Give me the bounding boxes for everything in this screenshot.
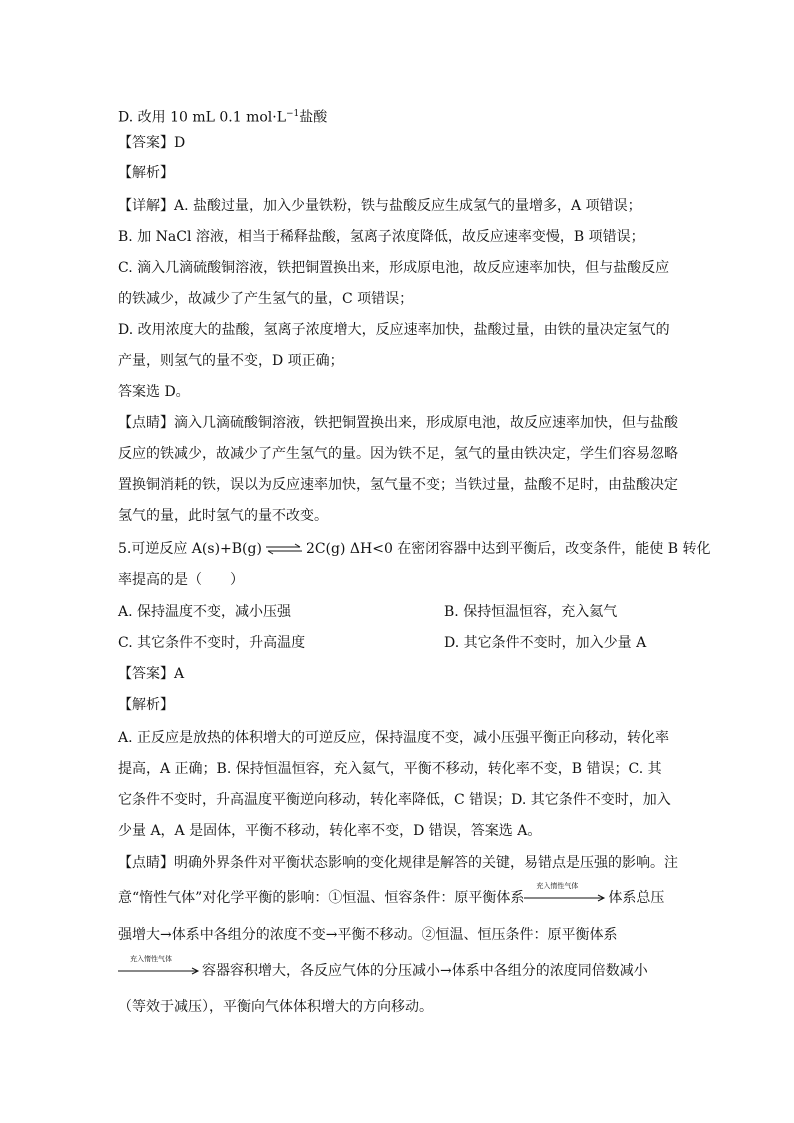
q5-stem-line1 xyxy=(118,539,711,559)
q4-detail-line: 的铁减少，故减少了产生氢气的量，C 项错误； xyxy=(118,291,414,307)
reaction-arrow xyxy=(118,955,200,977)
q4-tip-line: 反应的铁减少，故减少了产生氢气的量。因为铁不足，氢气的量由铁决定，学生们容易忽略 xyxy=(118,446,678,462)
equilibrium-arrow-icon xyxy=(264,543,304,555)
q5-analysis-line: 少量 A，A 是固体，平衡不移动，转化率不变，D 错误，答案选 A。 xyxy=(118,823,542,839)
q5-analysis-line: 提高，A 正确；B. 保持恒温恒容，充入氦气，平衡不移动，转化率不变，B 错误；C. 其 xyxy=(118,761,662,777)
q4-analysis-heading: 【解析】 xyxy=(118,165,174,181)
q5-analysis-line: A. 正反应是放热的体积增大的可逆反应，保持温度不变，减小压强平衡正向移动，转化率 xyxy=(118,730,670,746)
arrow-label: 充入惰性气体 xyxy=(130,955,172,963)
q4-tip-line: 置换铜消耗的铁，误以为反应速率加快，氢气量不变；当铁过量，盐酸不足时，由盐酸决定 xyxy=(118,477,678,493)
q4-detail-line: D. 改用浓度大的盐酸，氢离子浓度增大，反应速率加快，盐酸过量，由铁的量决定氢气的 xyxy=(118,322,670,338)
reaction-arrow xyxy=(524,882,606,904)
q4-detail-line: C. 滴入几滴硫酸铜溶液，铁把铜置换出来，形成原电池，故反应速率加快，但与盐酸反应 xyxy=(118,260,670,276)
q5-option-c: C. 其它条件不变时，升高温度 xyxy=(118,635,306,651)
q4-tip-line: 氢气的量，此时氢气的量不改变。 xyxy=(118,508,328,524)
q5-tip-line2-text: 意“惰性气体”对化学平衡的影响：①恒温、恒容条件：原平衡体系 xyxy=(118,890,525,906)
option-d-line xyxy=(118,104,327,128)
q5-option-b: B. 保持恒温恒容，充入氦气 xyxy=(444,604,618,620)
q5-analysis-line: 它条件不变时，升高温度平衡逆向移动，转化率降低，C 错误；D. 其它条件不变时，加入 xyxy=(118,792,671,808)
arrow-label: 充入惰性气体 xyxy=(536,882,579,890)
q5-option-d: D. 其它条件不变时，加入少量 A xyxy=(444,635,647,651)
q4-detail-line: 答案选 D。 xyxy=(118,384,190,400)
q5-answer: 【答案】A xyxy=(118,666,185,682)
q4-tip-line: 【点睛】滴入几滴硫酸铜溶液，铁把铜置换出来，形成原电池，故反应速率加快，但与盐酸 xyxy=(118,415,678,431)
q5-analysis-heading: 【解析】 xyxy=(118,697,174,713)
unit-superscript: −1 xyxy=(286,109,300,119)
q5-stem-line2: 率提高的是（ ） xyxy=(118,572,244,588)
q5-tip-line4-text: 容器容积增大，各反应气体的分压减小→体系中各组分的浓度同倍数减小 xyxy=(202,963,648,979)
option-d-suffix: 盐酸 xyxy=(299,109,328,126)
q5-stem-part1: 5.可逆反应 A(s)+B(g) xyxy=(118,541,262,557)
q5-tip-line2-end: 体系总压 xyxy=(608,890,665,906)
q5-tip-line1: 【点睛】明确外界条件对平衡状态影响的变化规律是解答的关键，易错点是压强的影响。注 xyxy=(118,855,678,871)
q4-answer: 【答案】D xyxy=(118,135,186,151)
q5-tip-line5: （等效于减压），平衡向气体体积增大的方向移动。 xyxy=(118,999,433,1015)
option-d-text: D. 改用 10 mL 0.1 mol·L xyxy=(118,109,287,126)
right-arrow-icon xyxy=(118,967,200,975)
q5-option-a: A. 保持温度不变，减小压强 xyxy=(118,604,292,620)
q4-detail-line: 产量，则氢气的量不变，D 项正确； xyxy=(118,353,344,369)
right-arrow-icon xyxy=(524,894,606,902)
q5-tip-line3: 强增大→体系中各组分的浓度不变→平衡不移动。②恒温、恒压条件：原平衡体系 xyxy=(118,927,618,943)
q5-tip-line2 xyxy=(118,882,665,908)
q5-stem-part2: 2C(g) ΔH<0 在密闭容器中达到平衡后，改变条件，能使 B 转化 xyxy=(305,541,711,557)
q4-detail-line: B. 加 NaCl 溶液，相当于稀释盐酸，氢离子浓度降低，故反应速率变慢，B 项错误； xyxy=(118,229,645,245)
q4-detail-line: 【详解】A. 盐酸过量，加入少量铁粉，铁与盐酸反应生成氢气的量增多，A 项错误； xyxy=(118,198,642,214)
q5-tip-line4 xyxy=(118,955,648,981)
